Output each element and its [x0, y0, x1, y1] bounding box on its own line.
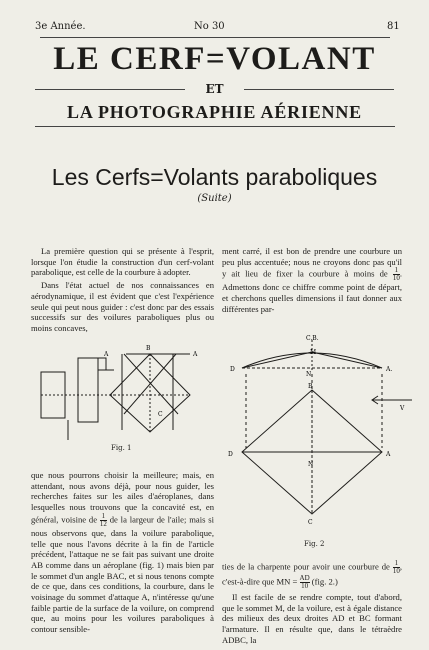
page-number: 81: [387, 21, 400, 32]
fig2-label-c: C: [308, 519, 313, 526]
paragraph: Il est facile de se rendre compte, tout d'abord, que le sommet M, de la voilure, est à égale distance des milieux des deux droites AD et BC formant l'armature. Il en résulte que, dans le tétraèdre ADBC, la: [222, 592, 402, 645]
text-run: ment carré, il est bon de prendre une courbure un peu plus accentuée; nous ne croyons donc pas qu'il y ait lieu de fixer la courbure à moins de: [222, 246, 402, 279]
fig2-label-a: A: [386, 451, 391, 458]
right-column-bottom: [222, 560, 402, 648]
fig1-label-c: C: [158, 411, 163, 418]
fig2-label-d-top: D: [230, 366, 235, 373]
left-column-bottom: [31, 470, 214, 637]
article-title: Les Cerfs=Volants paraboliques: [51, 164, 378, 190]
issue-number: No 30: [194, 21, 225, 32]
masthead-title: LE CERF=VOLANT: [53, 41, 376, 77]
article-suite: (Suite): [197, 193, 232, 204]
text-run: . Admettons donc ce chiffre comme point de départ, et cherchons quelles dimensions il faut donner aux différentes par-: [222, 268, 402, 314]
fig1-label-b: B: [146, 345, 151, 352]
masthead-subtitle: LA PHOTOGRAPHIE AÉRIENNE: [67, 102, 362, 122]
masthead-bottom-rule: [35, 126, 395, 127]
fig2-label-a-top: A.: [386, 366, 393, 373]
paragraph: Dans l'état actuel de nos connaissances en aérodynamique, il est évident que c'est l'expérience seule qui peut nous guider : c'est donc par des essais successifs sur des voilures paraboliques plus ou moins concaves,: [31, 280, 214, 333]
text-run: (fig. 2.): [311, 576, 338, 587]
fraction: $\frac{1}{10}$: [392, 559, 400, 575]
year-label: 3e Année.: [35, 21, 86, 32]
fraction: $\frac{AD}{10}$: [299, 574, 310, 590]
fig1-caption: Fig. 1: [111, 444, 132, 452]
fig2-label-b: B: [308, 383, 313, 390]
text-run: que nous pourrons choisir la meilleure; mais, en attendant, nous avons déjà, pour nous guider, les recherches faites sur les ailes d'aéroplanes, dans lesquelles nous trouvons que la concavité est, en général, voisine de: [31, 470, 214, 525]
masthead-connector: ET: [205, 82, 224, 96]
fig2-label-cb: C.B.: [306, 335, 319, 342]
text-run: , c'est-à-dire que MN =: [222, 561, 402, 587]
text-run: ties de la charpente pour avoir une courbure de: [222, 561, 390, 572]
fig1-label-a-left: A: [104, 351, 109, 358]
figure-1: [38, 340, 214, 440]
et-rule-right: [244, 89, 394, 90]
fig2-label-d: D: [228, 451, 233, 458]
paragraph: La première question qui se présente à l'esprit, lorsque l'on étudie la construction d'un cerf-volant parabolique, est celle de la courbure à adopter.: [31, 246, 214, 278]
fig2-label-n-top: N: [306, 371, 312, 378]
fraction: $\frac{1}{12}$: [99, 511, 107, 528]
fig1-side-profile: [78, 358, 98, 422]
masthead-top-rule: [40, 37, 390, 38]
fig2-caption: Fig. 2: [304, 540, 325, 548]
right-column-top: [222, 246, 402, 317]
fig2-label-n: N: [308, 461, 314, 468]
fig1-label-a-right: A: [193, 351, 198, 358]
fig2-label-v: V: [400, 405, 405, 412]
left-column-top: [31, 246, 214, 336]
fraction: $\frac{1}{10}$: [392, 266, 400, 283]
text-run: de la largeur de l'aile; mais si nous observons que, dans la voilure parabolique, telle que nous l'avons décrite à la fin de l'article précédent, l'attaque ne se fait pas suivant une droite AB comme dans un aéroplane (fig. 1) mais bien par le sommet d'un angle BAC, et si nous tenons compte de ce que, dans ces conditions, la courbure, dans le voisinage du sommet d'attaque A, n'intéresse qu'une faible partie de la surface de la voilure, on comprend que, au moins pour les voilures paraboliques à contour sensible-: [31, 514, 215, 635]
figure-2: [222, 328, 412, 538]
fig2-label-m-top: M: [310, 349, 317, 356]
